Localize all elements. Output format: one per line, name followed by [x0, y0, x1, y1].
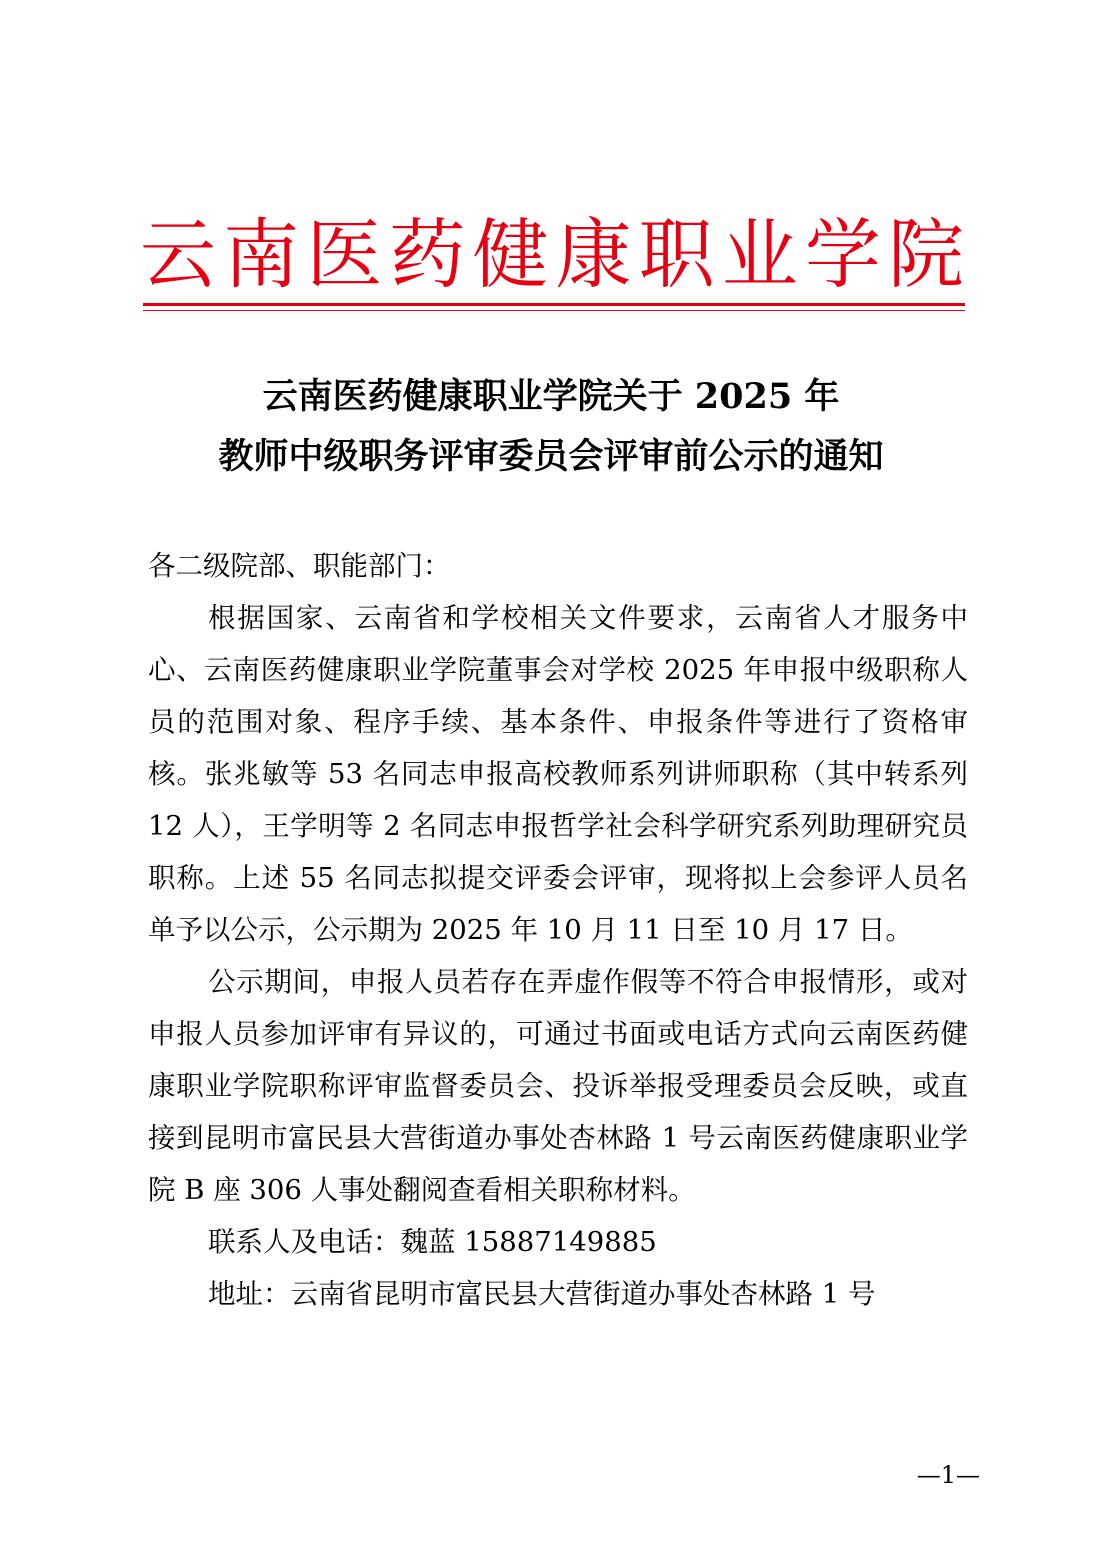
salutation: 各二级院部、职能部门：: [148, 550, 451, 582]
masthead-red-rule-thick: [143, 303, 965, 306]
masthead-title: 云南医药健康职业学院: [140, 210, 966, 299]
contact-address: 地址：云南省昆明市富民县大营街道办事处杏林路 1 号: [208, 1278, 876, 1310]
contact-person-phone: 联系人及电话：魏蓝 15887149885: [208, 1226, 657, 1258]
document-title-line-2: 教师中级职务评审委员会评审前公示的通知: [218, 436, 884, 477]
masthead-red-rule-thin: [143, 310, 965, 311]
document-title-line-1: 云南医药健康职业学院关于 2025 年: [262, 376, 840, 417]
page-number: —1—: [916, 1461, 980, 1489]
paragraph-objection-channel: 公示期间，申报人员若存在弄虚作假等不符合申报情形，或对申报人员参加评审有异议的，可通过书面或电话方式向云南医药健康职业学院职称评审监督委员会、投诉举报受理委员会反映，或直接到昆明市富民县大营街道办事处杏林路 1 号云南医药健康职业学院 B 座 306 人事处翻阅查看相关职称材料。: [148, 966, 968, 1206]
document-body: [148, 540, 968, 1320]
paragraph-review-notice: 根据国家、云南省和学校相关文件要求，云南省人才服务中心、云南医药健康职业学院董事会对学校 2025 年申报中级职称人员的范围对象、程序手续、基本条件、申报条件等进行了资格审核。张兆敏等 53 名同志申报高校教师系列讲师职称（其中转系列 12 人），王学明等 2 名同志申报哲学社会科学研究系列助理研究员职称。上述 55 名同志拟提交评委会评审，现将拟上会参评人员名单予以公示，公示期为 2025 年 10 月 11 日至 10 月 17 日。: [148, 602, 968, 946]
